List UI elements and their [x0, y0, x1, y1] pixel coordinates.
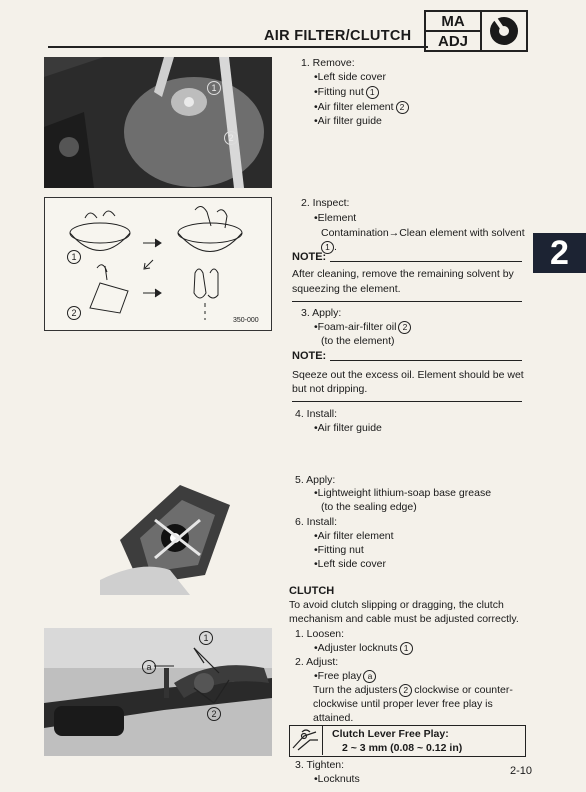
- callout-1: 1: [207, 81, 221, 95]
- install-item: •Air filter element: [314, 530, 394, 542]
- callout-2: 2: [207, 707, 221, 721]
- badge-code-adj: ADJ: [437, 32, 468, 50]
- apply-detail: (to the sealing edge): [321, 501, 417, 513]
- note-rule: [330, 261, 522, 262]
- loosen-item: •Adjuster locknuts 1: [314, 641, 413, 655]
- remove-heading: 1. Remove:: [301, 57, 355, 69]
- adjust-heading: 2. Adjust:: [295, 656, 339, 668]
- ref-1: 1: [366, 86, 379, 99]
- page-title: AIR FILTER/CLUTCH: [264, 28, 412, 44]
- spec-box: [289, 725, 526, 757]
- adjust-instruction: Turn the adjusters 2 clockwise or counter-: [313, 684, 513, 696]
- adjust-instruction: attained.: [313, 712, 354, 724]
- apply-item: •Foam-air-filter oil 2: [314, 320, 411, 334]
- badge-code-ma: MA: [426, 12, 480, 32]
- adjust-item: •Free play a: [314, 669, 376, 683]
- apply-detail: (to the element): [321, 335, 395, 347]
- header-rule: [48, 46, 428, 48]
- inspect-detail: Contamination→Clean element with solvent: [321, 227, 525, 239]
- tighten-item: •Locknuts: [314, 773, 360, 785]
- note-rule: [292, 401, 522, 402]
- tighten-heading: 3. Tighten:: [295, 759, 345, 771]
- ref-a: a: [363, 670, 376, 683]
- spec-value: 2 ~ 3 mm (0.08 ~ 0.12 in): [342, 742, 463, 754]
- callout-1: 1: [67, 250, 81, 264]
- install-heading: 6. Install:: [295, 516, 338, 528]
- inspect-heading: 2. Inspect:: [301, 197, 350, 209]
- page-number: 2-10: [510, 765, 533, 777]
- clutch-intro: mechanism and cable must be adjusted correctly.: [289, 613, 519, 625]
- ref-2: 2: [398, 321, 411, 334]
- air-filter-element-photo: [100, 480, 270, 595]
- ref-1: 1: [321, 241, 334, 254]
- install-item: •Left side cover: [314, 558, 386, 570]
- clutch-lever-photo: [44, 628, 272, 756]
- apply-heading: 5. Apply:: [295, 474, 336, 486]
- clutch-lever-icon: [290, 726, 323, 755]
- section-badge: [424, 10, 528, 52]
- apply-item: •Lightweight lithium-soap base grease: [314, 487, 492, 499]
- note-label: NOTE:: [292, 350, 327, 362]
- spec-title: Clutch Lever Free Play:: [332, 728, 449, 740]
- install-heading: 4. Install:: [295, 408, 338, 420]
- remove-item: •Air filter guide: [314, 115, 382, 127]
- ref-2: 2: [396, 101, 409, 114]
- remove-item: •Left side cover: [314, 71, 386, 83]
- ref-2: 2: [399, 684, 412, 697]
- air-filter-photo: [44, 57, 272, 188]
- note-rule: [292, 301, 522, 302]
- install-item: •Air filter guide: [314, 422, 382, 434]
- cleaning-diagram: [44, 197, 272, 331]
- note-text: After cleaning, remove the remaining solvent by: [292, 268, 514, 280]
- callout-2: 2: [224, 131, 238, 145]
- callout-a: a: [142, 660, 156, 674]
- clutch-intro: To avoid clutch slipping or dragging, the clutch: [289, 599, 504, 611]
- section-heading: CLUTCH: [289, 585, 335, 597]
- inspect-ref: 1 .: [321, 240, 337, 254]
- adjust-instruction: clockwise until proper lever free play is: [313, 698, 493, 710]
- chapter-tab: 2: [533, 233, 586, 273]
- install-item: •Fitting nut: [314, 544, 364, 556]
- inspect-item: •Element: [314, 212, 357, 224]
- apply-heading: 3. Apply:: [301, 307, 342, 319]
- note-text: but not dripping.: [292, 383, 368, 395]
- note-text: Sqeeze out the excess oil. Element should be wet: [292, 369, 524, 381]
- callout-1: 1: [199, 631, 213, 645]
- callout-2: 2: [67, 306, 81, 320]
- loosen-heading: 1. Loosen:: [295, 628, 345, 640]
- remove-item: •Air filter element 2: [314, 100, 409, 114]
- note-rule: [330, 360, 522, 361]
- diagram-code: 350-000: [233, 317, 259, 324]
- note-label: NOTE:: [292, 251, 327, 263]
- note-text: squeezing the element.: [292, 283, 401, 295]
- remove-item: •Fitting nut 1: [314, 85, 379, 99]
- ref-1: 1: [400, 642, 413, 655]
- wrench-icon: [482, 12, 526, 50]
